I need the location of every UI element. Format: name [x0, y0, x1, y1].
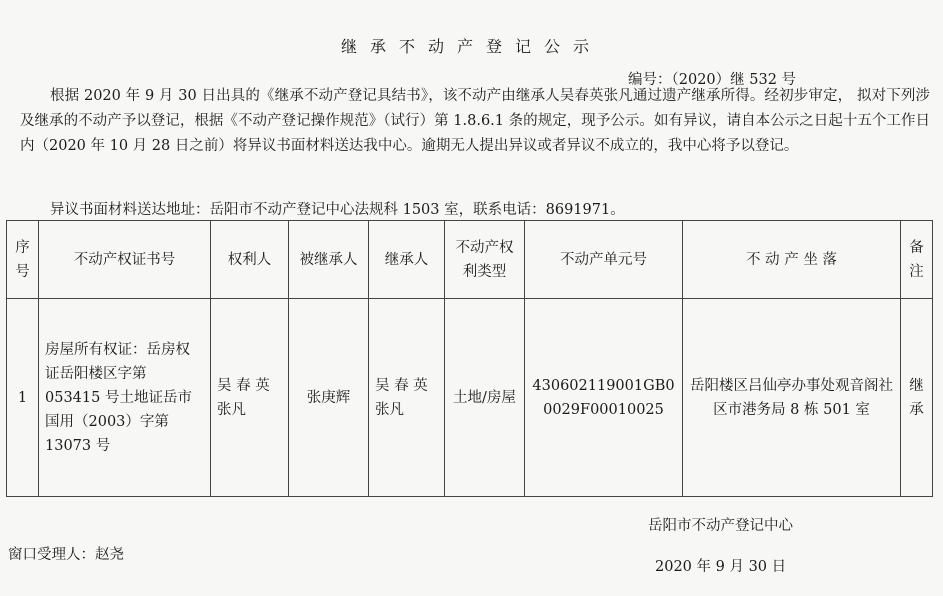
cell-certificate-number: 房屋所有权证：岳房权证岳阳楼区字第 053415 号土地证岳市国用（2003）字第 13073 号: [39, 299, 211, 497]
header-decedent: 被继承人: [289, 221, 369, 299]
issue-date: 2020 年 9 月 30 日: [655, 559, 787, 575]
cell-heir: 吴 春 英 张凡: [369, 299, 445, 497]
page-title: 继承不动产登记公示: [340, 37, 602, 56]
cell-right-type: 土地/房屋: [445, 299, 525, 497]
header-certificate-number: 不动产权证书号: [39, 221, 211, 299]
cell-unit-number: 430602119001GB00029F00010025: [525, 299, 683, 497]
header-heir: 继承人: [369, 221, 445, 299]
header-unit-number: 不动产单元号: [525, 221, 683, 299]
cell-rights-holder: 吴 春 英 张凡: [211, 299, 289, 497]
header-rights-holder: 权利人: [211, 221, 289, 299]
cell-index: 1: [7, 299, 39, 497]
cell-decedent: 张庚辉: [289, 299, 369, 497]
cell-location: 岳阳楼区吕仙亭办事处观音阁社区市港务局 8 栋 501 室: [683, 299, 901, 497]
cell-remarks: 继承: [901, 299, 933, 497]
header-index: 序号: [7, 221, 39, 299]
document-number: 编号：（2020）继 532 号: [628, 72, 797, 88]
issuing-organization: 岳阳市不动产登记中心: [648, 518, 793, 534]
notice-paragraph: 根据 2020 年 9 月 30 日出具的《继承不动产登记具结书》，该不动产由继承人吴春英张凡通过遗产继承所得。经初步审定， 拟对下列涉及继承的不动产予以登记，根据《不动产登记操作规范》（试行）第 1.8.6.1 条的规定，现予公示。如有异议，请自本公示之日起十五个工作日内（2020 年 10 月 28 日之前）将异议书面材料送达我中心。逾期无人提出异议或者异议不成立的，我中心将予以登记。: [20, 88, 930, 154]
header-remarks: 备注: [901, 221, 933, 299]
window-receiver: 窗口受理人：赵尧: [8, 547, 124, 563]
header-location: 不 动 产 坐 落: [683, 221, 901, 299]
objection-address-paragraph: 异议书面材料送达地址：岳阳市不动产登记中心法规科 1503 室，联系电话：8691971。: [50, 202, 625, 218]
table-row: [7, 299, 933, 497]
header-right-type: 不动产权利类型: [445, 221, 525, 299]
registration-table: [6, 220, 933, 497]
table-header-row: [7, 221, 933, 299]
